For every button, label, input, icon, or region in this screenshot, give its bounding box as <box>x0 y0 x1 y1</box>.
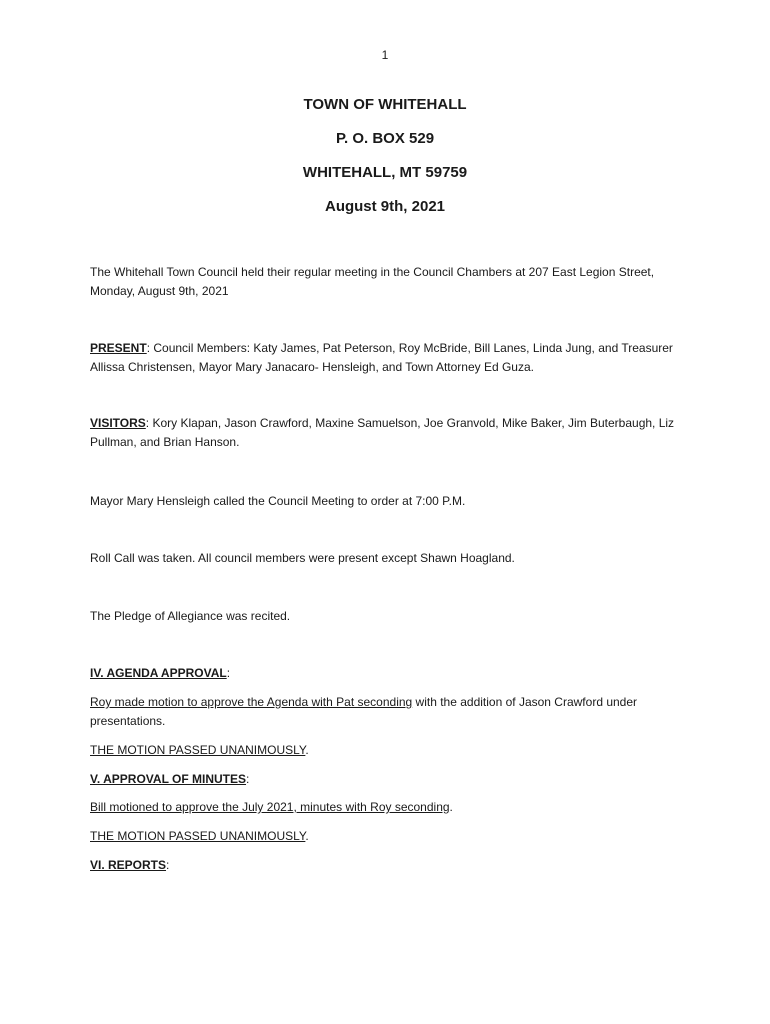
po-box: P. O. BOX 529 <box>335 130 435 147</box>
reports-heading <box>90 856 690 875</box>
agenda-motion-rest: with the addition of Jason Crawford under presentations. <box>90 695 638 728</box>
present-paragraph <box>90 339 690 377</box>
visitors-paragraph <box>90 414 690 452</box>
city-state-zip: WHITEHALL, MT 59759 <box>302 164 468 181</box>
reports-heading-suffix: : <box>166 858 170 872</box>
agenda-result-suffix: . <box>305 743 309 757</box>
page-number: 1 <box>381 48 389 62</box>
pledge: The Pledge of Allegiance was recited. <box>90 609 291 623</box>
minutes-result-suffix: . <box>305 829 309 843</box>
minutes-result <box>90 827 690 846</box>
intro-paragraph: The Whitehall Town Council held their regular meeting in the Council Chambers at 207 East Legion Street, Monday, August 9th, 2021 <box>90 265 655 298</box>
agenda-result-text: THE MOTION PASSED UNANIMOUSLY <box>90 743 306 757</box>
agenda-result <box>90 741 690 760</box>
minutes-motion <box>90 798 690 817</box>
town-name: TOWN OF WHITEHALL <box>303 96 467 113</box>
agenda-motion-underlined: Roy made motion to approve the Agenda with Pat seconding <box>90 695 413 709</box>
agenda-heading-text: IV. AGENDA APPROVAL <box>90 666 227 680</box>
present-label: PRESENT <box>90 341 147 355</box>
minutes-result-text: THE MOTION PASSED UNANIMOUSLY <box>90 829 306 843</box>
minutes-heading <box>90 770 690 789</box>
visitors-label: VISITORS <box>90 416 146 430</box>
minutes-heading-text: V. APPROVAL OF MINUTES <box>90 772 247 786</box>
minutes-heading-suffix: : <box>246 772 250 786</box>
present-text: : Council Members: Katy James, Pat Peterson, Roy McBride, Bill Lanes, Linda Jung, and Treasurer Allissa Christensen, Mayor Mary Janacaro- Hensleigh, and Town Attorney Ed Guza. <box>90 341 673 374</box>
agenda-motion <box>90 693 690 731</box>
agenda-heading <box>90 664 690 683</box>
reports-heading-text: VI. REPORTS <box>90 858 167 872</box>
minutes-motion-underlined: Bill motioned to approve the July 2021, minutes with Roy seconding <box>90 800 450 814</box>
visitors-text: : Kory Klapan, Jason Crawford, Maxine Samuelson, Joe Granvold, Mike Baker, Jim Buterbaugh, Liz Pullman, and Brian Hanson. <box>90 416 675 449</box>
agenda-heading-suffix: : <box>226 666 231 680</box>
roll-call: Roll Call was taken. All council members were present except Shawn Hoagland. <box>90 551 515 565</box>
minutes-motion-suffix: . <box>449 800 453 814</box>
call-to-order: Mayor Mary Hensleigh called the Council Meeting to order at 7:00 P.M. <box>90 494 466 508</box>
meeting-date: August 9th, 2021 <box>324 198 446 215</box>
